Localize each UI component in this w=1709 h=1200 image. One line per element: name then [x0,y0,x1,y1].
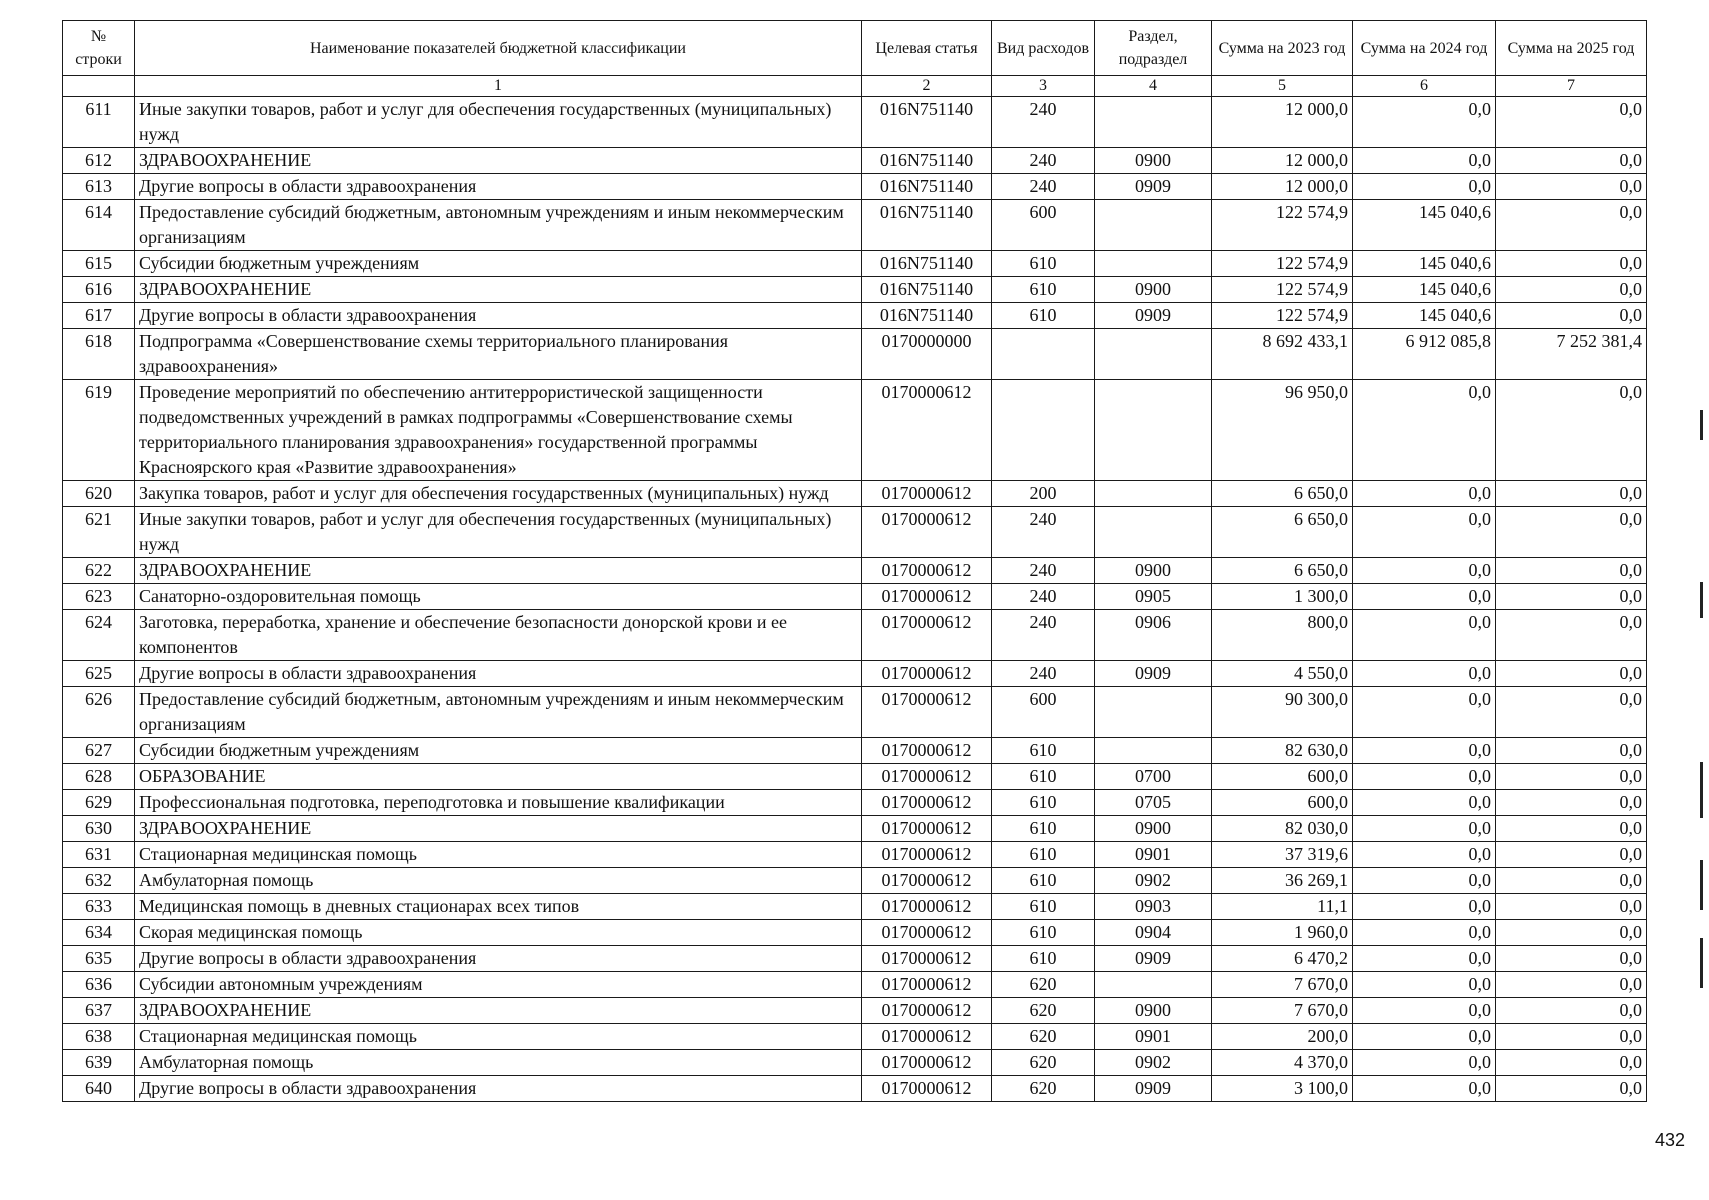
row-name-cell: Иные закупки товаров, работ и услуг для обеспечения государственных (муниципальных) нужд [135,507,862,558]
row-number-cell: 635 [63,946,135,972]
expense-type-cell: 610 [992,868,1095,894]
sum-2023-cell: 12 000,0 [1212,174,1353,200]
sum-2023-cell: 36 269,1 [1212,868,1353,894]
table-row [63,200,1647,251]
sum-2023-cell: 12 000,0 [1212,148,1353,174]
sum-2024-cell: 0,0 [1353,816,1496,842]
section-cell [1095,507,1212,558]
table-row [63,1050,1647,1076]
scan-margin-mark [1700,938,1703,988]
target-code-cell: 0170000612 [862,1076,992,1102]
expense-type-cell: 200 [992,481,1095,507]
expense-type-cell: 610 [992,920,1095,946]
row-name-cell: Амбулаторная помощь [135,1050,862,1076]
sum-2023-cell: 82 030,0 [1212,816,1353,842]
sum-2025-cell: 0,0 [1496,738,1647,764]
table-row [63,687,1647,738]
sum-2024-cell: 0,0 [1353,97,1496,148]
table-row [63,277,1647,303]
sum-2024-cell: 0,0 [1353,738,1496,764]
sum-2024-cell: 0,0 [1353,1050,1496,1076]
sum-2024-cell: 0,0 [1353,894,1496,920]
row-name-cell: Заготовка, переработка, хранение и обеспечение безопасности донорской крови и ее компонентов [135,610,862,661]
table-row [63,303,1647,329]
expense-type-cell: 240 [992,558,1095,584]
expense-type-cell: 600 [992,687,1095,738]
target-code-cell: 016N751140 [862,97,992,148]
sum-2024-cell: 0,0 [1353,610,1496,661]
header-row [63,21,1647,76]
sum-2023-cell: 122 574,9 [1212,251,1353,277]
sum-2024-cell: 0,0 [1353,764,1496,790]
target-code-cell: 0170000612 [862,558,992,584]
row-name-cell: ЗДРАВООХРАНЕНИЕ [135,277,862,303]
table-row [63,868,1647,894]
sum-2023-cell: 3 100,0 [1212,1076,1353,1102]
sum-2025-cell: 0,0 [1496,842,1647,868]
sum-2024-cell: 145 040,6 [1353,251,1496,277]
sum-2023-cell: 6 650,0 [1212,481,1353,507]
section-cell: 0909 [1095,303,1212,329]
row-number-cell: 612 [63,148,135,174]
expense-type-cell: 240 [992,610,1095,661]
section-cell: 0906 [1095,610,1212,661]
sum-2024-cell: 0,0 [1353,790,1496,816]
row-name-cell: ОБРАЗОВАНИЕ [135,764,862,790]
expense-type-cell: 610 [992,738,1095,764]
column-number: 3 [992,76,1095,97]
section-cell: 0909 [1095,1076,1212,1102]
section-cell [1095,329,1212,380]
row-name-cell: ЗДРАВООХРАНЕНИЕ [135,558,862,584]
sum-2025-cell: 0,0 [1496,661,1647,687]
sum-2023-cell: 800,0 [1212,610,1353,661]
table-row [63,507,1647,558]
expense-type-cell: 620 [992,1076,1095,1102]
sum-2024-cell: 0,0 [1353,920,1496,946]
section-cell [1095,251,1212,277]
section-cell: 0900 [1095,998,1212,1024]
column-number: 7 [1496,76,1647,97]
table-row [63,148,1647,174]
expense-type-cell: 240 [992,661,1095,687]
row-number-cell: 627 [63,738,135,764]
sum-2024-cell: 0,0 [1353,148,1496,174]
sum-2023-cell: 122 574,9 [1212,277,1353,303]
row-number-cell: 620 [63,481,135,507]
row-number-cell: 638 [63,1024,135,1050]
section-cell: 0902 [1095,1050,1212,1076]
scan-margin-mark [1700,860,1703,910]
sum-2025-cell: 0,0 [1496,481,1647,507]
sum-2025-cell: 0,0 [1496,1024,1647,1050]
table-row [63,842,1647,868]
sum-2023-cell: 200,0 [1212,1024,1353,1050]
section-cell [1095,481,1212,507]
column-number: 6 [1353,76,1496,97]
table-row [63,610,1647,661]
target-code-cell: 0170000612 [862,661,992,687]
row-number-cell: 622 [63,558,135,584]
table-row [63,380,1647,481]
section-cell [1095,738,1212,764]
header-expense-type: Вид расходов [992,21,1095,76]
sum-2025-cell: 0,0 [1496,868,1647,894]
table-row [63,816,1647,842]
sum-2025-cell: 0,0 [1496,277,1647,303]
sum-2023-cell: 96 950,0 [1212,380,1353,481]
target-code-cell: 0170000612 [862,738,992,764]
target-code-cell: 0170000612 [862,816,992,842]
column-number-row [63,76,1647,97]
row-name-cell: Предоставление субсидий бюджетным, автономным учреждениям и иным некоммерческим организациям [135,200,862,251]
row-name-cell: Предоставление субсидий бюджетным, автономным учреждениям и иным некоммерческим организациям [135,687,862,738]
sum-2024-cell: 145 040,6 [1353,303,1496,329]
sum-2025-cell: 0,0 [1496,687,1647,738]
section-cell: 0903 [1095,894,1212,920]
section-cell: 0900 [1095,148,1212,174]
column-number: 4 [1095,76,1212,97]
target-code-cell: 0170000612 [862,790,992,816]
sum-2024-cell: 0,0 [1353,380,1496,481]
table-row [63,329,1647,380]
row-number-cell: 629 [63,790,135,816]
row-name-cell: ЗДРАВООХРАНЕНИЕ [135,148,862,174]
expense-type-cell: 610 [992,894,1095,920]
sum-2025-cell: 0,0 [1496,972,1647,998]
table-row [63,97,1647,148]
expense-type-cell: 240 [992,507,1095,558]
sum-2023-cell: 122 574,9 [1212,303,1353,329]
header-sum-2023: Сумма на 2023 год [1212,21,1353,76]
row-number-cell: 616 [63,277,135,303]
section-cell: 0909 [1095,661,1212,687]
section-cell: 0705 [1095,790,1212,816]
expense-type-cell: 240 [992,97,1095,148]
row-number-cell: 611 [63,97,135,148]
sum-2024-cell: 0,0 [1353,481,1496,507]
target-code-cell: 0170000612 [862,687,992,738]
row-name-cell: Субсидии бюджетным учреждениям [135,738,862,764]
scan-margin-mark [1700,410,1703,440]
target-code-cell: 0170000612 [862,507,992,558]
sum-2023-cell: 11,1 [1212,894,1353,920]
sum-2023-cell: 600,0 [1212,764,1353,790]
column-number [63,76,135,97]
row-number-cell: 639 [63,1050,135,1076]
expense-type-cell: 610 [992,764,1095,790]
sum-2023-cell: 82 630,0 [1212,738,1353,764]
target-code-cell: 0170000612 [862,481,992,507]
table-row [63,1076,1647,1102]
sum-2024-cell: 0,0 [1353,1076,1496,1102]
section-cell: 0904 [1095,920,1212,946]
sum-2023-cell: 7 670,0 [1212,998,1353,1024]
expense-type-cell: 240 [992,174,1095,200]
target-code-cell: 0170000612 [862,868,992,894]
table-row [63,920,1647,946]
sum-2023-cell: 6 650,0 [1212,558,1353,584]
sum-2025-cell: 0,0 [1496,920,1647,946]
row-name-cell: Другие вопросы в области здравоохранения [135,174,862,200]
sum-2023-cell: 1 300,0 [1212,584,1353,610]
section-cell: 0902 [1095,868,1212,894]
row-number-cell: 640 [63,1076,135,1102]
expense-type-cell: 610 [992,303,1095,329]
section-cell: 0900 [1095,558,1212,584]
sum-2025-cell: 0,0 [1496,174,1647,200]
table-row [63,251,1647,277]
expense-type-cell: 610 [992,277,1095,303]
row-number-cell: 618 [63,329,135,380]
sum-2023-cell: 8 692 433,1 [1212,329,1353,380]
sum-2025-cell: 0,0 [1496,790,1647,816]
section-cell: 0900 [1095,277,1212,303]
sum-2025-cell: 0,0 [1496,380,1647,481]
row-name-cell: Амбулаторная помощь [135,868,862,894]
sum-2025-cell: 0,0 [1496,998,1647,1024]
row-name-cell: Субсидии автономным учреждениям [135,972,862,998]
row-number-cell: 619 [63,380,135,481]
expense-type-cell [992,380,1095,481]
row-number-cell: 625 [63,661,135,687]
row-name-cell: Скорая медицинская помощь [135,920,862,946]
section-cell: 0901 [1095,1024,1212,1050]
target-code-cell: 0170000612 [862,610,992,661]
header-row-no: № строки [63,21,135,76]
target-code-cell: 0170000612 [862,380,992,481]
sum-2023-cell: 122 574,9 [1212,200,1353,251]
target-code-cell: 0170000000 [862,329,992,380]
budget-table-container [62,20,1646,1102]
sum-2025-cell: 0,0 [1496,507,1647,558]
table-row [63,1024,1647,1050]
sum-2024-cell: 6 912 085,8 [1353,329,1496,380]
sum-2025-cell: 0,0 [1496,1050,1647,1076]
budget-table [62,20,1647,1102]
expense-type-cell: 240 [992,584,1095,610]
target-code-cell: 0170000612 [862,764,992,790]
table-row [63,972,1647,998]
table-row [63,998,1647,1024]
header-target: Целевая статья [862,21,992,76]
target-code-cell: 0170000612 [862,920,992,946]
budget-table-body [63,97,1647,1102]
table-row [63,946,1647,972]
target-code-cell: 016N751140 [862,148,992,174]
sum-2025-cell: 0,0 [1496,610,1647,661]
sum-2025-cell: 0,0 [1496,251,1647,277]
column-number: 1 [135,76,862,97]
row-number-cell: 615 [63,251,135,277]
sum-2024-cell: 0,0 [1353,661,1496,687]
page-number: 432 [1654,1130,1685,1150]
column-number: 2 [862,76,992,97]
section-cell: 0909 [1095,174,1212,200]
row-name-cell: Санаторно-оздоровительная помощь [135,584,862,610]
table-row [63,764,1647,790]
target-code-cell: 016N751140 [862,303,992,329]
row-name-cell: Профессиональная подготовка, переподготовка и повышение квалификации [135,790,862,816]
row-number-cell: 617 [63,303,135,329]
header-name: Наименование показателей бюджетной классификации [135,21,862,76]
row-name-cell: Другие вопросы в области здравоохранения [135,1076,862,1102]
sum-2024-cell: 0,0 [1353,972,1496,998]
row-number-cell: 630 [63,816,135,842]
sum-2024-cell: 0,0 [1353,868,1496,894]
sum-2025-cell: 0,0 [1496,303,1647,329]
sum-2025-cell: 0,0 [1496,148,1647,174]
sum-2024-cell: 0,0 [1353,584,1496,610]
expense-type-cell [992,329,1095,380]
sum-2023-cell: 12 000,0 [1212,97,1353,148]
row-number-cell: 637 [63,998,135,1024]
column-number: 5 [1212,76,1353,97]
sum-2023-cell: 6 650,0 [1212,507,1353,558]
row-name-cell: Другие вопросы в области здравоохранения [135,303,862,329]
row-name-cell: Проведение мероприятий по обеспечению антитеррористической защищенности подведомственных учреждений в рамках подпрограммы «Совершенствование схемы территориального планирования здравоохранения» государственной программы Красноярского края «Развитие здравоохранения» [135,380,862,481]
sum-2025-cell: 0,0 [1496,584,1647,610]
table-row [63,894,1647,920]
sum-2024-cell: 0,0 [1353,687,1496,738]
row-name-cell: Стационарная медицинская помощь [135,1024,862,1050]
sum-2023-cell: 600,0 [1212,790,1353,816]
row-number-cell: 623 [63,584,135,610]
expense-type-cell: 610 [992,251,1095,277]
sum-2023-cell: 6 470,2 [1212,946,1353,972]
row-number-cell: 628 [63,764,135,790]
expense-type-cell: 620 [992,1050,1095,1076]
row-number-cell: 636 [63,972,135,998]
section-cell: 0900 [1095,816,1212,842]
table-row [63,558,1647,584]
sum-2023-cell: 7 670,0 [1212,972,1353,998]
sum-2024-cell: 0,0 [1353,1024,1496,1050]
section-cell: 0909 [1095,946,1212,972]
sum-2024-cell: 0,0 [1353,946,1496,972]
table-row [63,481,1647,507]
table-row [63,174,1647,200]
row-name-cell: Субсидии бюджетным учреждениям [135,251,862,277]
header-sum-2024: Сумма на 2024 год [1353,21,1496,76]
sum-2025-cell: 0,0 [1496,558,1647,584]
expense-type-cell: 610 [992,842,1095,868]
section-cell [1095,200,1212,251]
target-code-cell: 016N751140 [862,174,992,200]
expense-type-cell: 620 [992,1024,1095,1050]
sum-2024-cell: 0,0 [1353,558,1496,584]
header-sum-2025: Сумма на 2025 год [1496,21,1647,76]
row-number-cell: 624 [63,610,135,661]
table-row [63,738,1647,764]
sum-2023-cell: 1 960,0 [1212,920,1353,946]
row-name-cell: Другие вопросы в области здравоохранения [135,946,862,972]
section-cell [1095,687,1212,738]
table-row [63,661,1647,687]
sum-2023-cell: 90 300,0 [1212,687,1353,738]
sum-2024-cell: 0,0 [1353,507,1496,558]
target-code-cell: 016N751140 [862,277,992,303]
target-code-cell: 0170000612 [862,894,992,920]
sum-2024-cell: 0,0 [1353,842,1496,868]
header-section: Раздел, подраздел [1095,21,1212,76]
expense-type-cell: 620 [992,998,1095,1024]
sum-2025-cell: 7 252 381,4 [1496,329,1647,380]
sum-2025-cell: 0,0 [1496,97,1647,148]
sum-2025-cell: 0,0 [1496,764,1647,790]
expense-type-cell: 600 [992,200,1095,251]
target-code-cell: 0170000612 [862,842,992,868]
row-name-cell: Иные закупки товаров, работ и услуг для обеспечения государственных (муниципальных) нужд [135,97,862,148]
row-name-cell: Медицинская помощь в дневных стационарах всех типов [135,894,862,920]
row-name-cell: ЗДРАВООХРАНЕНИЕ [135,816,862,842]
sum-2024-cell: 145 040,6 [1353,200,1496,251]
expense-type-cell: 240 [992,148,1095,174]
section-cell: 0700 [1095,764,1212,790]
expense-type-cell: 610 [992,946,1095,972]
row-number-cell: 634 [63,920,135,946]
table-row [63,790,1647,816]
row-number-cell: 613 [63,174,135,200]
expense-type-cell: 610 [992,790,1095,816]
sum-2024-cell: 0,0 [1353,174,1496,200]
sum-2024-cell: 0,0 [1353,998,1496,1024]
sum-2025-cell: 0,0 [1496,946,1647,972]
row-name-cell: Другие вопросы в области здравоохранения [135,661,862,687]
row-name-cell: Закупка товаров, работ и услуг для обеспечения государственных (муниципальных) нужд [135,481,862,507]
sum-2025-cell: 0,0 [1496,1076,1647,1102]
scan-margin-mark [1700,582,1703,618]
row-number-cell: 632 [63,868,135,894]
row-number-cell: 633 [63,894,135,920]
section-cell: 0901 [1095,842,1212,868]
row-name-cell: Подпрограмма «Совершенствование схемы территориального планирования здравоохранения» [135,329,862,380]
target-code-cell: 0170000612 [862,584,992,610]
table-row [63,584,1647,610]
target-code-cell: 0170000612 [862,1050,992,1076]
target-code-cell: 016N751140 [862,251,992,277]
target-code-cell: 0170000612 [862,1024,992,1050]
row-name-cell: Стационарная медицинская помощь [135,842,862,868]
scan-margin-mark [1700,762,1703,818]
expense-type-cell: 610 [992,816,1095,842]
sum-2025-cell: 0,0 [1496,894,1647,920]
sum-2023-cell: 4 550,0 [1212,661,1353,687]
sum-2023-cell: 4 370,0 [1212,1050,1353,1076]
row-number-cell: 631 [63,842,135,868]
row-number-cell: 626 [63,687,135,738]
section-cell [1095,972,1212,998]
target-code-cell: 0170000612 [862,998,992,1024]
sum-2025-cell: 0,0 [1496,816,1647,842]
section-cell [1095,380,1212,481]
section-cell: 0905 [1095,584,1212,610]
section-cell [1095,97,1212,148]
target-code-cell: 0170000612 [862,972,992,998]
row-number-cell: 614 [63,200,135,251]
row-number-cell: 621 [63,507,135,558]
sum-2024-cell: 145 040,6 [1353,277,1496,303]
sum-2023-cell: 37 319,6 [1212,842,1353,868]
row-name-cell: ЗДРАВООХРАНЕНИЕ [135,998,862,1024]
target-code-cell: 016N751140 [862,200,992,251]
target-code-cell: 0170000612 [862,946,992,972]
sum-2025-cell: 0,0 [1496,200,1647,251]
expense-type-cell: 620 [992,972,1095,998]
